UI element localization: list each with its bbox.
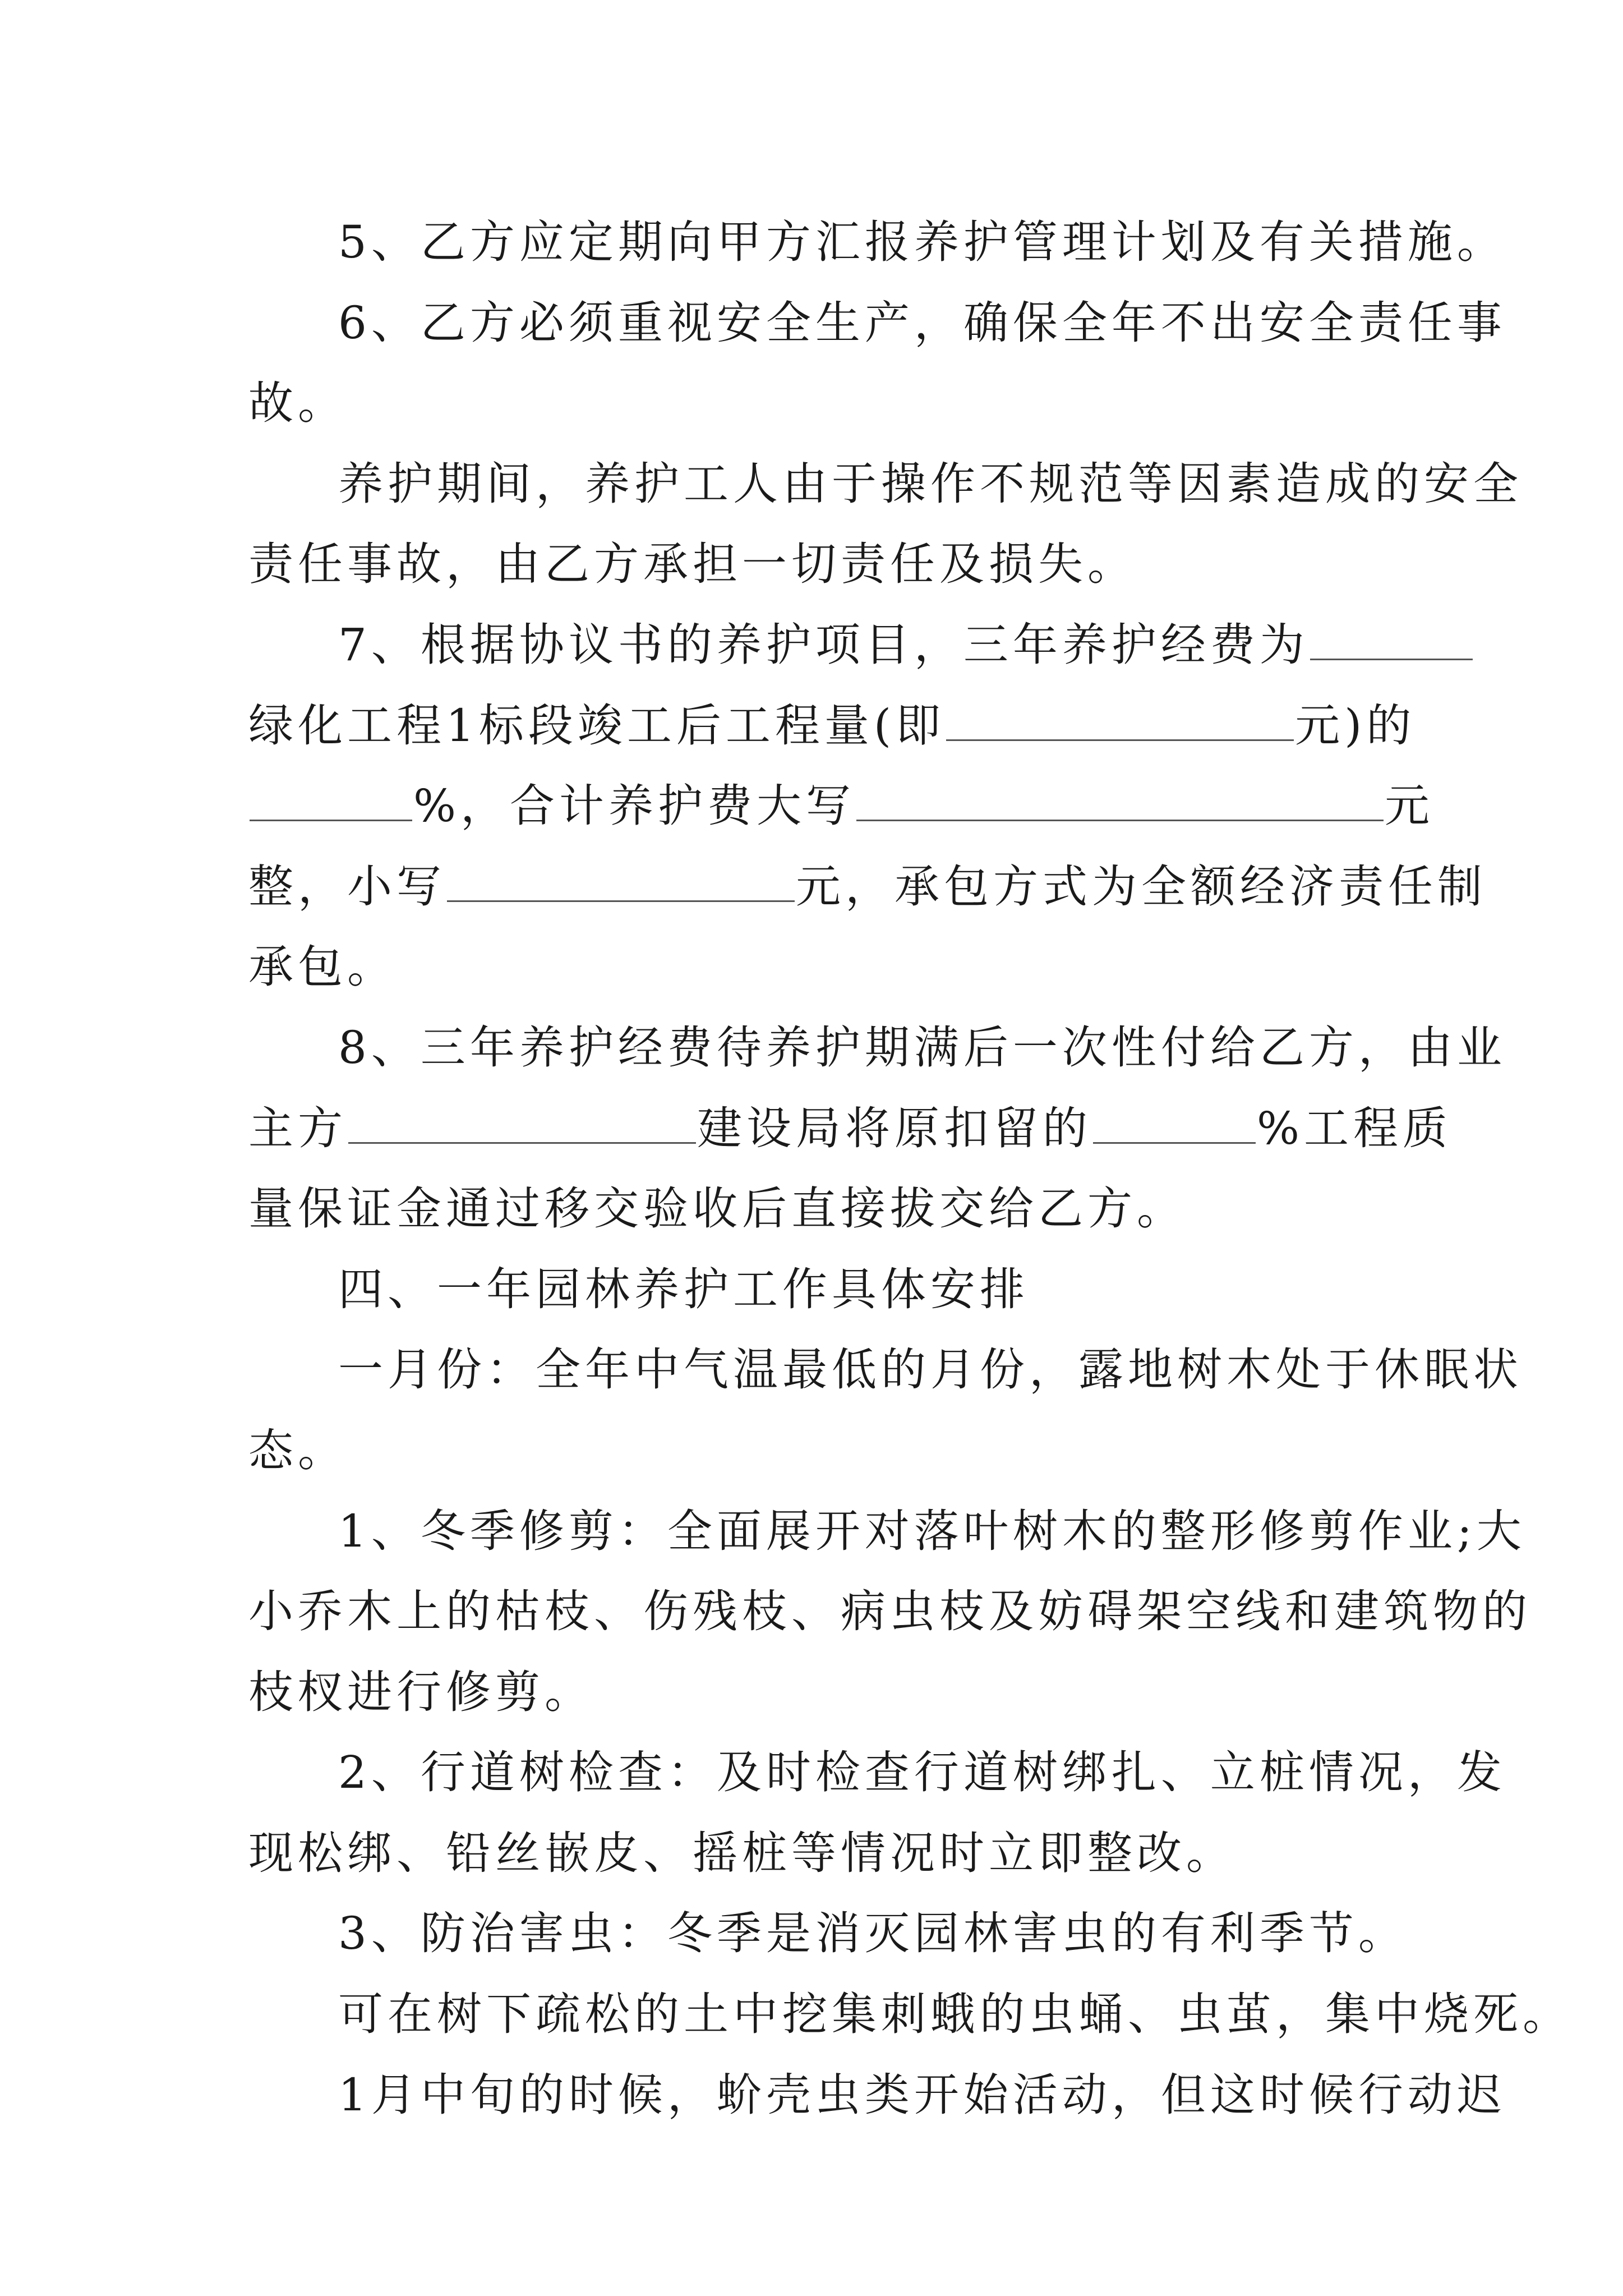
text-line	[248, 1571, 1532, 1652]
line-text: 元	[1385, 780, 1435, 832]
line-text: 绿化工程1标段竣工后工程量(即	[248, 699, 946, 752]
line-text: 可在树下疏松的土中挖集刺蛾的虫蛹、虫茧，集中烧死。	[338, 1988, 1572, 2041]
line-text: 量保证金通过移交验收后直接拔交给乙方。	[248, 1182, 1186, 1235]
line-text: 1月中旬的时候，蚧壳虫类开始活动，但这时候行动迟	[338, 2068, 1506, 2121]
line-text: 6、乙方必须重视安全生产，确保全年不出安全责任事	[338, 296, 1506, 349]
line-text: %工程质	[1257, 1102, 1453, 1154]
fill-in-blank[interactable]	[447, 861, 795, 902]
line-text: 1、冬季修剪：全面展开对落叶树木的整形修剪作业;大	[338, 1504, 1526, 1557]
text-line	[248, 1410, 1391, 1491]
text-line	[248, 202, 1506, 283]
line-text: 8、三年养护经费待养护期满后一次性付给乙方，由业	[338, 1021, 1506, 1074]
line-text: 小乔木上的枯枝、伤残枝、病虫枝及妨碍架空线和建筑物的	[248, 1585, 1532, 1638]
line-text: 整，小写	[248, 860, 446, 913]
line-text: 责任事故，由乙方承担一切责任及损失。	[248, 538, 1137, 591]
text-line	[248, 363, 1391, 444]
text-line	[248, 283, 1506, 364]
fill-in-blank[interactable]	[946, 700, 1294, 741]
line-text: %，合计养护费大写	[413, 780, 856, 832]
line-text: 7、根据协议书的养护项目，三年养护经费为	[338, 618, 1309, 671]
document-body	[248, 202, 1572, 2135]
line-text: 2、行道树检查：及时检查行道树绑扎、立桩情况，发	[338, 1746, 1506, 1799]
text-line	[248, 1088, 1453, 1169]
section-heading	[248, 1249, 1391, 1330]
text-line	[248, 1007, 1506, 1088]
line-text: 态。	[248, 1424, 347, 1476]
text-line	[248, 1893, 1408, 1974]
fill-in-blank[interactable]	[856, 780, 1384, 821]
line-text: 现松绑、铅丝嵌皮、摇桩等情况时立即整改。	[248, 1826, 1235, 1879]
line-text: 建设局将原扣留的	[697, 1102, 1092, 1154]
line-text: 主方	[248, 1102, 347, 1154]
text-line	[248, 524, 1391, 605]
text-line	[248, 685, 1416, 766]
line-text: 承包。	[248, 941, 396, 993]
line-text: 元，承包方式为全额经济责任制	[796, 860, 1487, 913]
line-text: 3、防治害虫：冬季是消灭园林害虫的有利季节。	[338, 1907, 1408, 1960]
text-line	[248, 1974, 1572, 2055]
line-text: 故。	[248, 377, 347, 430]
text-line	[248, 927, 1391, 1007]
line-text: 5、乙方应定期向甲方汇报养护管理计划及有关措施。	[338, 216, 1506, 268]
fill-in-blank[interactable]	[348, 1103, 696, 1144]
text-line	[248, 846, 1487, 927]
fill-in-blank[interactable]	[250, 780, 412, 821]
text-line	[248, 444, 1523, 524]
text-line	[248, 1732, 1506, 1813]
text-line	[248, 1168, 1391, 1249]
line-text: 枝杈进行修剪。	[248, 1665, 594, 1718]
fill-in-blank[interactable]	[1310, 619, 1473, 660]
line-text: 元)的	[1295, 699, 1416, 752]
text-line	[248, 1813, 1391, 1894]
text-line	[248, 766, 1435, 846]
text-line	[248, 2055, 1506, 2136]
text-line	[248, 1491, 1526, 1572]
text-line	[248, 1652, 1391, 1733]
text-line	[248, 1329, 1523, 1410]
line-text: 四、一年园林养护工作具体安排	[338, 1263, 1029, 1315]
fill-in-blank[interactable]	[1093, 1103, 1256, 1144]
line-text: 养护期间，养护工人由于操作不规范等因素造成的安全	[338, 457, 1523, 510]
text-line	[248, 605, 1391, 685]
line-text: 一月份：全年中气温最低的月份，露地树木处于休眠状	[338, 1343, 1523, 1396]
